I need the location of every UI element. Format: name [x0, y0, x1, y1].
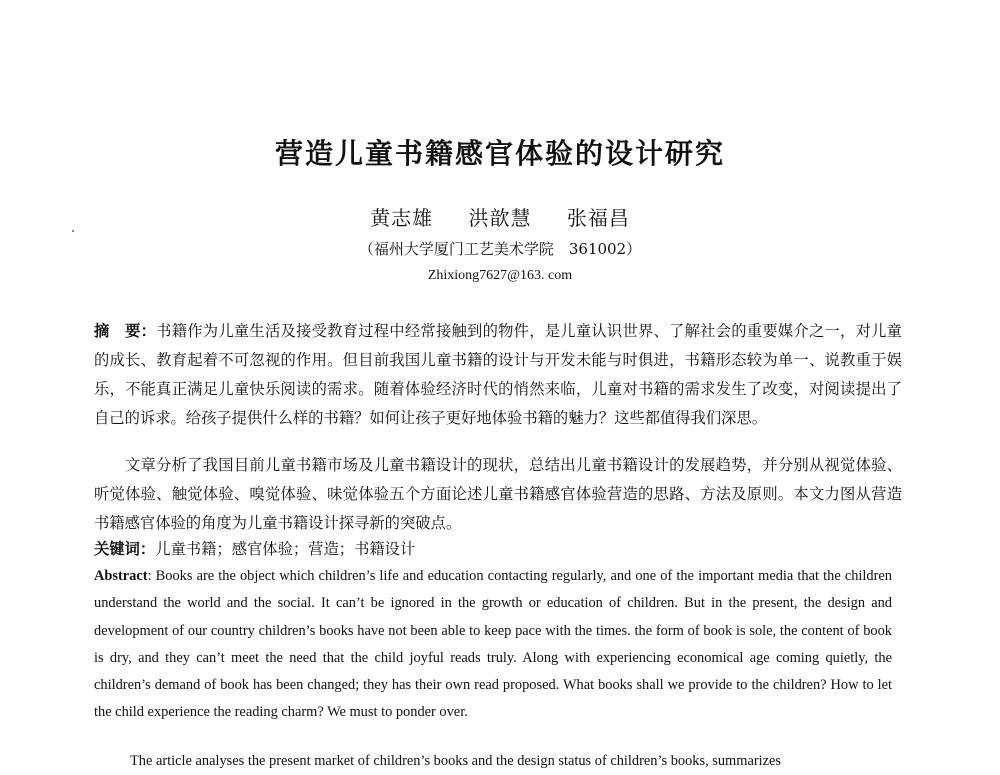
author-list [0, 204, 1000, 232]
abstract-en [94, 563, 892, 727]
abstract-zh-label: 摘 要： [94, 322, 157, 340]
author-name: 张福昌 [566, 206, 630, 230]
abstract-en-text: : Books are the object which children’s life and education contacting regularly, and one of the important media that the children understand the world and the social. It can’t be ignored in the growth or education of children. But in the present, the design and development of our country children’s books have not been able to keep pace with the times. the form of book is sole, the content of book is dry, and they can’t meet the need that the child joyful reads truly. Along with experiencing economical age coming quietly, the children’s demand of book has been changed; they has their own read proposed. What books shall we provide to the children? How to let the child experience the reading charm? We must to ponder over. [94, 568, 892, 721]
abstract-zh-paragraph-2: 文章分析了我国目前儿童书籍市场及儿童书籍设计的现状，总结出儿童书籍设计的发展趋势，并分别从视觉体验、听觉体验、触觉体验、嗅觉体验、味觉体验五个方面论述儿童书籍感官体验营造的思路、方法及原则。本文力图从营造书籍感官体验的角度为儿童书籍设计探寻新的突破点。 [94, 456, 902, 532]
author-email: Zhixiong7627@163. com [427, 268, 573, 283]
affiliation: （福州大学厦门工艺美术学院 361002） [358, 240, 642, 258]
keywords-label: 关键词： [94, 540, 156, 558]
author-name: 黄志雄 [370, 206, 434, 230]
paper-title: 营造儿童书籍感官体验的设计研究 [274, 137, 725, 170]
author-name: 洪歆慧 [468, 206, 532, 230]
abstract-zh-text-1: 书籍作为儿童生活及接受教育过程中经常接触到的物件，是儿童认识世界、了解社会的重要媒介之一，对儿童的成长、教育起着不可忽视的作用。但目前我国儿童书籍的设计与开发未能与时俱进，书籍形态较为单一、说教重于娱乐，不能真正满足儿童快乐阅读的需求。随着体验经济时代的悄然来临，儿童对书籍的需求发生了改变，对阅读提出了自己的诉求。给孩子提供什么样的书籍？如何让孩子更好地体验书籍的魅力？这些都值得我们深思。 [94, 322, 902, 427]
abstract-en-next-line: The article analyses the present market of children’s books and the design status of children’s books, summarizes [130, 753, 781, 769]
abstract-en-label: Abstract [94, 568, 148, 584]
keywords-text: 儿童书籍；感官体验；营造；书籍设计 [155, 540, 416, 558]
abstract-zh-paragraph-1 [94, 317, 902, 433]
keywords [94, 535, 902, 564]
